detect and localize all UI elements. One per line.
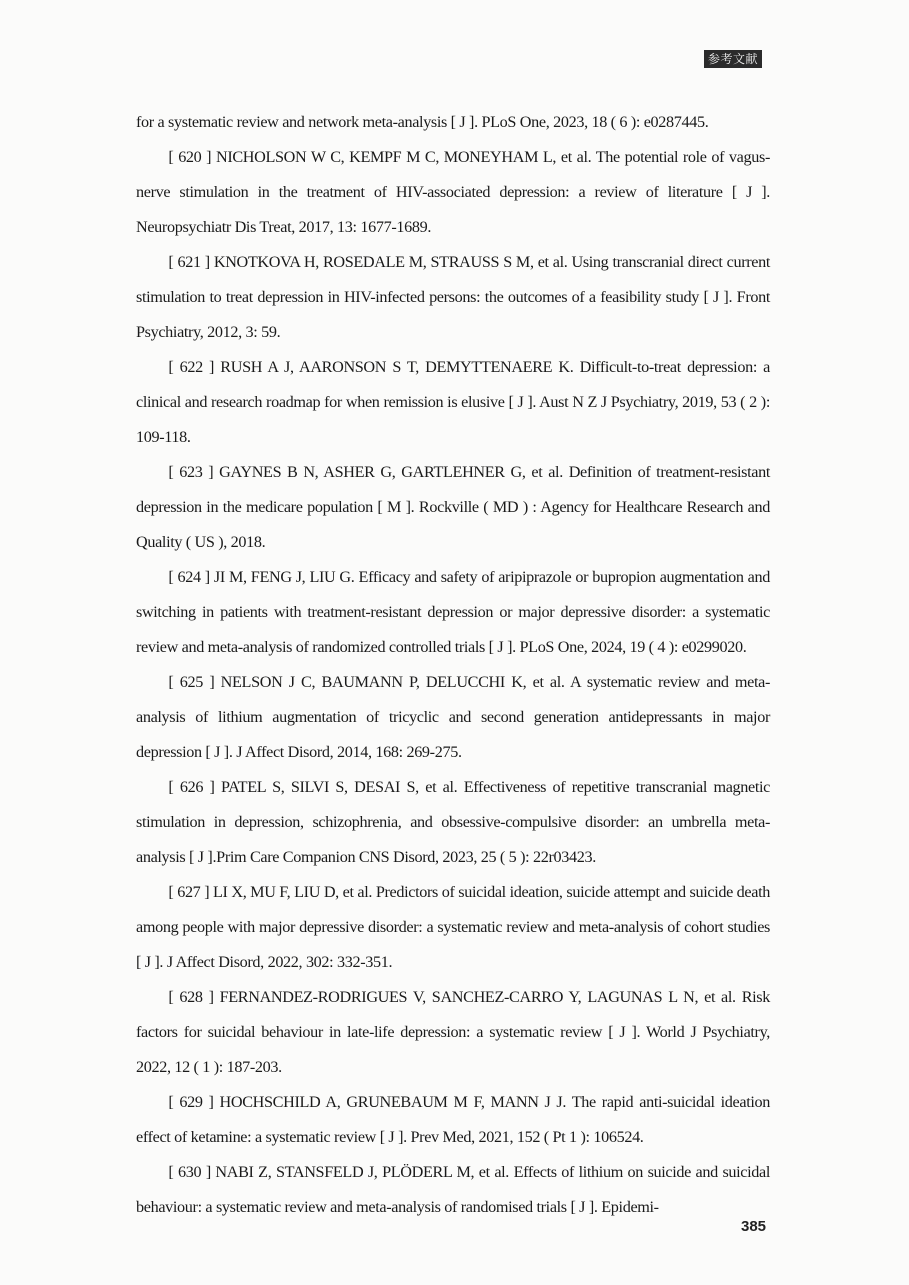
reference-item-629: [ 629 ] HOCHSCHILD A, GRUNEBAUM M F, MANN J J. The rapid anti-suicidal ideation effect of ketamine: a systematic review [ J ]. Prev Med, 2021, 152 ( Pt 1 ): 106524. xyxy=(136,1093,770,1146)
reference-item-622: [ 622 ] RUSH A J, AARONSON S T, DEMYTTENAERE K. Difficult-to-treat depression: a clinical and research roadmap for when remission is elusive [ J ]. Aust N Z J Psychiatry, 2019, 53 ( 2 ): 109-118. xyxy=(136,358,770,446)
reference-list xyxy=(136,105,770,1225)
reference-item-625: [ 625 ] NELSON J C, BAUMANN P, DELUCCHI K, et al. A systematic review and meta-analysis of lithium augmentation of tricyclic and second generation antidepressants in major depression [ J ]. J Affect Disord, 2014, 168: 269-275. xyxy=(136,673,770,761)
reference-item-620: [ 620 ] NICHOLSON W C, KEMPF M C, MONEYHAM L, et al. The potential role of vagus-nerve stimulation in the treatment of HIV-associated depression: a review of literature [ J ]. Neuropsychiatr Dis Treat, 2017, 13: 1677-1689. xyxy=(136,148,770,236)
section-tag-references: 参考文献 xyxy=(704,50,762,68)
reference-item-621: [ 621 ] KNOTKOVA H, ROSEDALE M, STRAUSS S M, et al. Using transcranial direct current stimulation to treat depression in HIV-infected persons: the outcomes of a feasibility study [ J ]. Front Psychiatry, 2012, 3: 59. xyxy=(136,253,770,341)
reference-item-627: [ 627 ] LI X, MU F, LIU D, et al. Predictors of suicidal ideation, suicide attempt and suicide death among people with major depressive disorder: a systematic review and meta-analysis of cohort studies [ J ]. J Affect Disord, 2022, 302: 332-351. xyxy=(136,883,770,971)
reference-continuation: for a systematic review and network meta-analysis [ J ]. PLoS One, 2023, 18 ( 6 ): e0287445. xyxy=(136,113,709,131)
reference-item-623: [ 623 ] GAYNES B N, ASHER G, GARTLEHNER G, et al. Definition of treatment-resistant depression in the medicare population [ M ]. Rockville ( MD ) : Agency for Healthcare Research and Quality ( US ), 2018. xyxy=(136,463,770,551)
page-number: 385 xyxy=(741,1218,767,1235)
reference-item-626: [ 626 ] PATEL S, SILVI S, DESAI S, et al. Effectiveness of repetitive transcranial magnetic stimulation in depression, schizophrenia, and obsessive-compulsive disorder: an umbrella meta-analysis [ J ].Prim Care Companion CNS Disord, 2023, 25 ( 5 ): 22r03423. xyxy=(136,778,770,866)
reference-item-628: [ 628 ] FERNANDEZ-RODRIGUES V, SANCHEZ-CARRO Y, LAGUNAS L N, et al. Risk factors for suicidal behaviour in late-life depression: a systematic review [ J ]. World J Psychiatry, 2022, 12 ( 1 ): 187-203. xyxy=(136,988,770,1076)
reference-item-624: [ 624 ] JI M, FENG J, LIU G. Efficacy and safety of aripiprazole or bupropion augmentation and switching in patients with treatment-resistant depression or major depressive disorder: a systematic review and meta-analysis of randomized controlled trials [ J ]. PLoS One, 2024, 19 ( 4 ): e0299020. xyxy=(136,568,770,656)
reference-item-630: [ 630 ] NABI Z, STANSFELD J, PLÖDERL M, et al. Effects of lithium on suicide and suicidal behaviour: a systematic review and meta-analysis of randomised trials [ J ]. Epidemi- xyxy=(136,1163,770,1216)
